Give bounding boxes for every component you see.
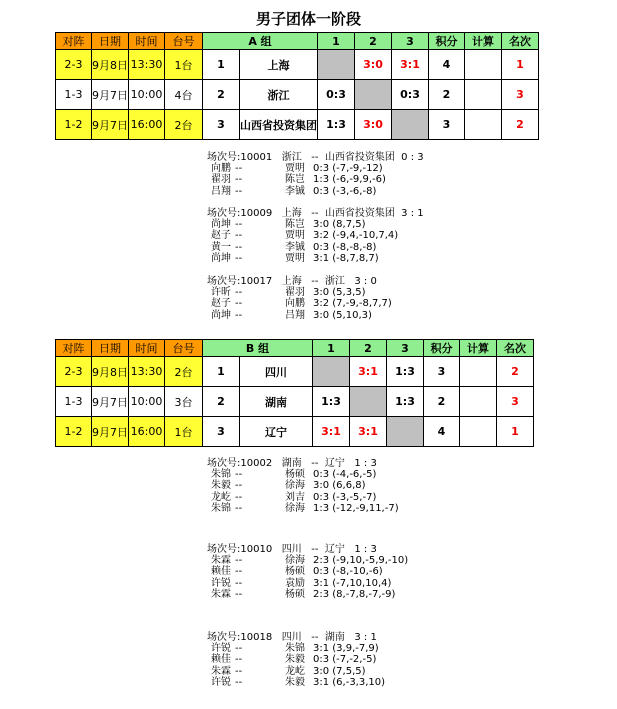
game-score: 3:1 (-8,7,8,7)	[313, 252, 379, 264]
player-home: 翟羽	[211, 174, 231, 186]
rank-cell: 3	[502, 80, 539, 110]
header-time: 时间	[129, 340, 165, 357]
player-home: 朱毅	[211, 480, 231, 492]
vs-separator: --	[235, 163, 243, 175]
rank-cell: 2	[502, 110, 539, 140]
player-away: 李铖	[285, 185, 305, 197]
player-away: 贾明	[285, 230, 305, 242]
table-number-cell: 4台	[165, 80, 203, 110]
player-home: 赵子	[211, 298, 231, 310]
result-cell-2: 3:0	[355, 50, 392, 80]
pairing-cell: 1-3	[56, 387, 92, 417]
player-away: 翟羽	[285, 287, 305, 299]
header-pairing: 对阵	[56, 340, 92, 357]
points-cell: 3	[429, 110, 465, 140]
game-line	[207, 230, 424, 241]
team-name-cell: 浙江	[240, 80, 318, 110]
match-header: 场次号:10002 湖南 -- 辽宁 1 : 3	[207, 458, 377, 469]
player-home: 朱霖	[211, 588, 231, 600]
pairing-cell: 1-2	[56, 417, 92, 447]
player-home: 许锐	[211, 676, 231, 688]
player-home: 赖佳	[211, 566, 231, 578]
header-pairing: 对阵	[56, 33, 92, 50]
vs-separator: --	[235, 480, 243, 492]
date-cell: 9月7日	[92, 80, 129, 110]
result-cell-1	[313, 357, 350, 387]
group-name: B 组	[203, 340, 313, 357]
player-home: 许昕	[211, 287, 231, 299]
calc-cell	[460, 357, 497, 387]
time-cell: 13:30	[129, 357, 165, 387]
game-score: 3:0 (6,6,8)	[313, 480, 366, 492]
table-number-cell: 1台	[165, 417, 203, 447]
calc-cell	[460, 387, 497, 417]
points-cell: 3	[424, 357, 460, 387]
player-home: 吕翔	[211, 185, 231, 197]
time-cell: 10:00	[129, 80, 165, 110]
header-points: 积分	[424, 340, 460, 357]
player-away: 向鹏	[285, 298, 305, 310]
result-cell-2: 3:1	[350, 357, 387, 387]
group-a-table	[55, 32, 539, 140]
player-away: 陈岂	[285, 219, 305, 231]
vs-separator: --	[235, 654, 243, 666]
game-score: 3:1 (3,9,-7,9)	[313, 643, 379, 655]
header-points: 积分	[429, 33, 465, 50]
result-cell-3	[392, 110, 429, 140]
table-number-cell: 1台	[165, 50, 203, 80]
header-rank: 名次	[497, 340, 534, 357]
player-away: 徐海	[285, 555, 305, 567]
player-away: 李铖	[285, 241, 305, 253]
header-calc: 计算	[465, 33, 502, 50]
game-score: 3:0 (7,5,5)	[313, 665, 366, 677]
group-name: A 组	[203, 33, 318, 50]
player-home: 许锐	[211, 577, 231, 589]
team-name-cell: 山西省投资集团	[240, 110, 318, 140]
team-row	[56, 50, 539, 80]
player-home: 尚坤	[211, 219, 231, 231]
result-cell-2: 3:0	[355, 110, 392, 140]
table-number-cell: 3台	[165, 387, 203, 417]
date-cell: 9月7日	[92, 417, 129, 447]
header-col3: 3	[392, 33, 429, 50]
vs-separator: --	[235, 588, 243, 600]
game-score: 0:3 (-4,-6,-5)	[313, 469, 377, 481]
team-number-cell: 2	[203, 387, 240, 417]
game-score: 0:3 (-8,-10,-6)	[313, 566, 383, 578]
match-block	[207, 152, 424, 197]
points-cell: 4	[429, 50, 465, 80]
vs-separator: --	[235, 287, 243, 299]
result-cell-1: 3:1	[313, 417, 350, 447]
player-away: 徐海	[285, 502, 305, 514]
game-score: 1:3 (-12,-9,11,-7)	[313, 502, 399, 514]
game-line	[207, 163, 424, 174]
match-header: 场次号:10017 上海 -- 浙江 3 : 0	[207, 276, 377, 287]
date-cell: 9月8日	[92, 50, 129, 80]
vs-separator: --	[235, 665, 243, 677]
game-line	[207, 577, 392, 589]
game-line	[207, 588, 396, 600]
player-away: 龙屹	[285, 665, 305, 677]
team-number-cell: 2	[203, 80, 240, 110]
header-col2: 2	[350, 340, 387, 357]
vs-separator: --	[235, 241, 243, 253]
game-line	[207, 253, 424, 264]
game-score: 0:3 (-7,-2,-5)	[313, 654, 377, 666]
player-home: 龙屹	[211, 491, 231, 503]
vs-separator: --	[235, 643, 243, 655]
rank-cell: 1	[497, 417, 534, 447]
game-line	[207, 654, 377, 665]
game-line	[207, 174, 424, 185]
game-line	[207, 555, 409, 567]
vs-separator: --	[235, 555, 243, 567]
result-cell-3: 0:3	[392, 80, 429, 110]
game-score: 3:0 (5,10,3)	[313, 309, 372, 321]
game-score: 3:2 (-9,4,-10,7,4)	[313, 230, 399, 242]
game-score: 0:3 (-3,-5,-7)	[313, 491, 377, 503]
vs-separator: --	[235, 185, 243, 197]
game-score: 2:3 (-9,10,-5,9,-10)	[313, 555, 409, 567]
calc-cell	[465, 80, 502, 110]
group-b-table	[55, 339, 534, 447]
vs-separator: --	[235, 577, 243, 589]
player-away: 朱毅	[285, 654, 305, 666]
date-cell: 9月7日	[92, 387, 129, 417]
player-home: 赖佳	[211, 654, 231, 666]
player-away: 吕翔	[285, 309, 305, 321]
team-row	[56, 417, 534, 447]
team-name-cell: 湖南	[240, 387, 313, 417]
table-number-cell: 2台	[165, 110, 203, 140]
pairing-cell: 1-2	[56, 110, 92, 140]
rank-cell: 1	[502, 50, 539, 80]
time-cell: 13:30	[129, 50, 165, 80]
player-away: 朱毅	[285, 676, 305, 688]
player-home: 向鹏	[211, 163, 231, 175]
game-score: 1:3 (-6,-9,9,-6)	[313, 174, 386, 186]
player-home: 朱霖	[211, 555, 231, 567]
match-block	[207, 544, 409, 600]
vs-separator: --	[235, 566, 243, 578]
player-away: 杨硕	[285, 469, 305, 481]
vs-separator: --	[235, 502, 243, 514]
player-away: 贾明	[285, 163, 305, 175]
points-cell: 2	[429, 80, 465, 110]
result-cell-2: 3:1	[350, 417, 387, 447]
team-name-cell: 辽宁	[240, 417, 313, 447]
vs-separator: --	[235, 469, 243, 481]
team-row	[56, 387, 534, 417]
game-line	[207, 186, 424, 197]
player-away: 杨硕	[285, 566, 305, 578]
team-row	[56, 80, 539, 110]
header-table: 台号	[165, 340, 203, 357]
game-score: 3:1 (6,-3,3,10)	[313, 676, 386, 688]
game-score: 0:3 (-3,-6,-8)	[313, 185, 377, 197]
player-home: 赵子	[211, 230, 231, 242]
match-header: 场次号:10001 浙江 -- 山西省投资集团 0 : 3	[207, 152, 424, 163]
vs-separator: --	[235, 298, 243, 310]
header-time: 时间	[129, 33, 165, 50]
result-cell-2	[355, 80, 392, 110]
game-line	[207, 480, 377, 491]
game-line	[207, 310, 377, 321]
game-line	[207, 219, 424, 230]
header-table: 台号	[165, 33, 203, 50]
vs-separator: --	[235, 252, 243, 264]
time-cell: 16:00	[129, 110, 165, 140]
header-rank: 名次	[502, 33, 539, 50]
result-cell-3: 1:3	[387, 357, 424, 387]
player-away: 刘吉	[285, 491, 305, 503]
match-block	[207, 458, 399, 514]
player-away: 杨硕	[285, 588, 305, 600]
player-away: 徐海	[285, 480, 305, 492]
team-number-cell: 1	[203, 50, 240, 80]
game-score: 0:3 (-7,-9,-12)	[313, 163, 383, 175]
game-score: 3:1 (-7,10,10,4)	[313, 577, 392, 589]
player-away: 贾明	[285, 252, 305, 264]
player-home: 尚坤	[211, 252, 231, 264]
game-line	[207, 298, 392, 310]
result-cell-2	[350, 387, 387, 417]
match-header: 场次号:10009 上海 -- 山西省投资集团 3 : 1	[207, 208, 424, 219]
team-number-cell: 1	[203, 357, 240, 387]
date-cell: 9月7日	[92, 110, 129, 140]
vs-separator: --	[235, 676, 243, 688]
result-cell-3	[387, 417, 424, 447]
vs-separator: --	[235, 309, 243, 321]
team-number-cell: 3	[203, 110, 240, 140]
game-score: 0:3 (-8,-8,-8)	[313, 241, 377, 253]
game-line	[207, 566, 383, 578]
header-calc: 计算	[460, 340, 497, 357]
game-line	[207, 492, 377, 503]
header-col1: 1	[313, 340, 350, 357]
pairing-cell: 2-3	[56, 50, 92, 80]
game-score: 3:2 (7,-9,-8,7,7)	[313, 298, 392, 310]
rank-cell: 2	[497, 357, 534, 387]
calc-cell	[465, 50, 502, 80]
game-line	[207, 242, 424, 253]
header-col2: 2	[355, 33, 392, 50]
match-header: 场次号:10018 四川 -- 湖南 3 : 1	[207, 632, 377, 643]
header-date: 日期	[92, 33, 129, 50]
game-score: 3:0 (5,3,5)	[313, 287, 366, 299]
game-line	[207, 643, 377, 654]
match-block	[207, 276, 392, 321]
player-home: 朱霖	[211, 665, 231, 677]
player-home: 朱锦	[211, 469, 231, 481]
team-row	[56, 110, 539, 140]
game-line	[207, 676, 386, 688]
team-name-cell: 上海	[240, 50, 318, 80]
team-number-cell: 3	[203, 417, 240, 447]
calc-cell	[465, 110, 502, 140]
header-date: 日期	[92, 340, 129, 357]
match-header: 场次号:10010 四川 -- 辽宁 1 : 3	[207, 544, 377, 555]
pairing-cell: 2-3	[56, 357, 92, 387]
game-line	[207, 502, 399, 514]
match-block	[207, 632, 386, 688]
team-name-cell: 四川	[240, 357, 313, 387]
player-away: 朱锦	[285, 643, 305, 655]
time-cell: 10:00	[129, 387, 165, 417]
game-score: 2:3 (8,-7,8,-7,-9)	[313, 588, 396, 600]
result-cell-3: 3:1	[392, 50, 429, 80]
result-cell-1: 1:3	[313, 387, 350, 417]
header-col3: 3	[387, 340, 424, 357]
game-line	[207, 469, 377, 480]
pairing-cell: 1-3	[56, 80, 92, 110]
game-score: 3:0 (8,7,5)	[313, 219, 366, 231]
player-home: 黄一	[211, 241, 231, 253]
points-cell: 4	[424, 417, 460, 447]
time-cell: 16:00	[129, 417, 165, 447]
game-line	[207, 666, 377, 677]
vs-separator: --	[235, 219, 243, 231]
result-cell-1: 1:3	[318, 110, 355, 140]
player-home: 尚坤	[211, 309, 231, 321]
points-cell: 2	[424, 387, 460, 417]
result-cell-1: 0:3	[318, 80, 355, 110]
game-line	[207, 287, 377, 298]
page-title: 男子团体一阶段	[255, 10, 361, 28]
result-cell-3: 1:3	[387, 387, 424, 417]
calc-cell	[460, 417, 497, 447]
team-row	[56, 357, 534, 387]
result-cell-1	[318, 50, 355, 80]
vs-separator: --	[235, 174, 243, 186]
table-number-cell: 2台	[165, 357, 203, 387]
vs-separator: --	[235, 230, 243, 242]
date-cell: 9月8日	[92, 357, 129, 387]
player-away: 袁励	[285, 577, 305, 589]
header-col1: 1	[318, 33, 355, 50]
player-away: 陈岂	[285, 174, 305, 186]
match-block	[207, 208, 424, 264]
player-home: 朱锦	[211, 502, 231, 514]
player-home: 许锐	[211, 643, 231, 655]
rank-cell: 3	[497, 387, 534, 417]
vs-separator: --	[235, 491, 243, 503]
